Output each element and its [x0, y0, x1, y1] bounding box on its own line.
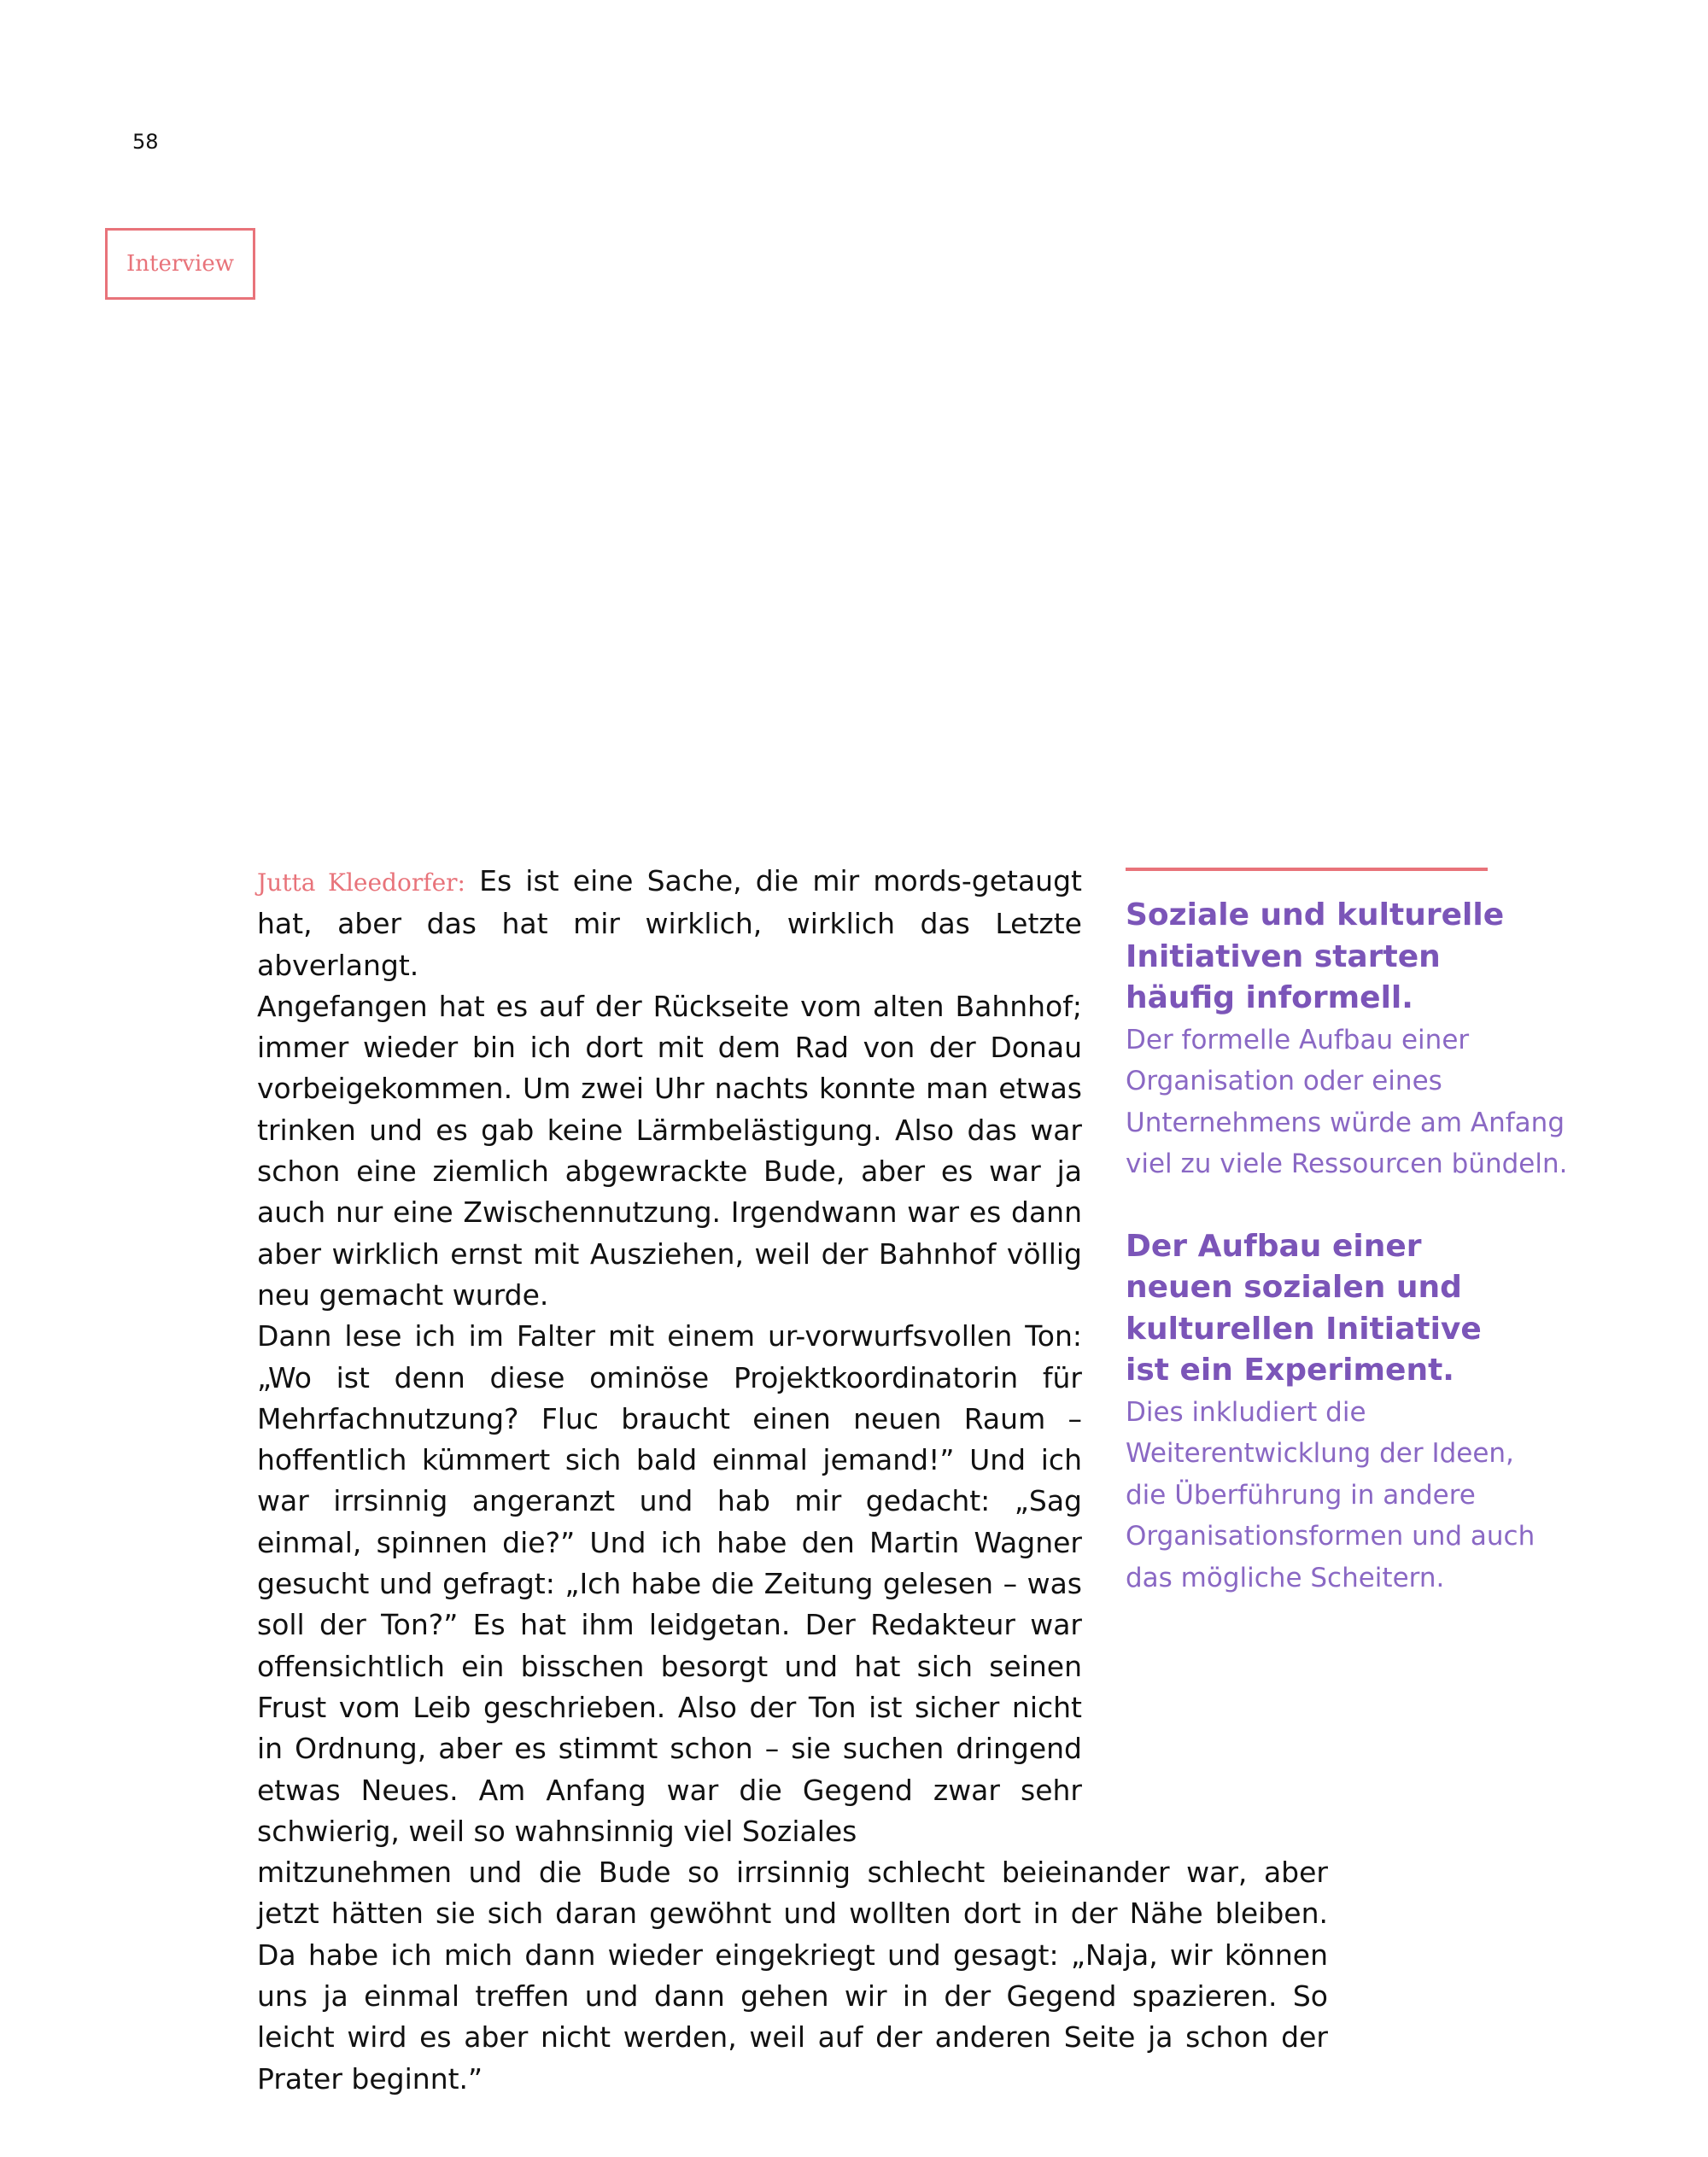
paragraph-intro	[257, 861, 1082, 986]
section-tag: Interview	[105, 228, 255, 300]
paragraph-3-continued: mitzunehmen und die Bude so irrsinnig schlecht beieinander war, aber jetzt hätten sie sich daran gewöhnt und wollten dort in der Nähe bleiben. Da habe ich mich dann wieder eingekriegt und gesagt: „Naja, wir können uns ja einmal treffen und dann gehen wir in der Gegend spazieren. So leicht wird es aber nicht werden, weil auf der anderen Seite ja schon der Prater beginnt.”	[257, 1856, 1328, 2096]
speaker-name: Jutta Kleedorfer:	[257, 868, 465, 897]
sidebar-callout	[1126, 868, 1587, 1640]
sidebar-block-1	[1126, 895, 1587, 1185]
page-number: 58	[132, 130, 159, 154]
sidebar-heading-1: Soziale und kulturelle Initiativen starten häufig informell.	[1126, 897, 1505, 1015]
sidebar-text-2: Dies inkludiert die Weiterentwicklung der Ideen, die Überführung in andere Organisationsformen und auch das mögliche Scheitern.	[1126, 1396, 1535, 1593]
paragraph-1-text: Es ist eine Sache, die mir mords-getaugt hat, aber das hat mir wirklich, wirklich das Letzte abverlangt.	[257, 864, 1082, 982]
paragraph-2: Angefangen hat es auf der Rückseite vom alten Bahnhof; immer wieder bin ich dort mit dem Rad von der Donau vorbeigekommen. Um zwei Uhr nachts konnte man etwas trinken und es gab keine Lärmbelästigung. Also das war schon eine ziemlich abgewrackte Bude, aber es war ja auch nur eine Zwischennutzung. Irgendwann war es dann aber wirklich ernst mit Ausziehen, weil der Bahnhof völlig neu gemacht wurde.	[257, 989, 1082, 1312]
sidebar-block-2	[1126, 1226, 1587, 1599]
sidebar-divider	[1126, 868, 1488, 871]
paragraph-3: Dann lese ich im Falter mit einem ur-vorwurfsvollen Ton: „Wo ist denn diese ominöse Projektkoordinatorin für Mehrfachnutzung? Fluc braucht einen neuen Raum – hoffentlich kümmert sich bald einmal jemand!” Und ich war irrsinnig angeranzt und hab mir gedacht: „Sag einmal, spinnen die?” Und ich habe den Martin Wagner gesucht und gefragt: „Ich habe die Zeitung gelesen – was soll der Ton?” Es hat ihm leidgetan. Der Redakteur war offensichtlich ein bisschen besorgt und hat sich seinen Frust vom Leib geschrieben. Also der Ton ist sicher nicht in Ordnung, aber es stimmt schon – sie suchen dringend etwas Neues. Am Anfang war die Gegend zwar sehr schwierig, weil so wahnsinnig viel Soziales	[257, 1319, 1082, 1848]
sidebar-text-1: Der formelle Aufbau einer Organisation oder eines Unternehmens würde am Anfang viel zu viele Ressourcen bündeln.	[1126, 1024, 1568, 1179]
sidebar-heading-2: Der Aufbau einer neuen sozialen und kulturellen Initiative ist ein Experiment.	[1126, 1228, 1482, 1388]
